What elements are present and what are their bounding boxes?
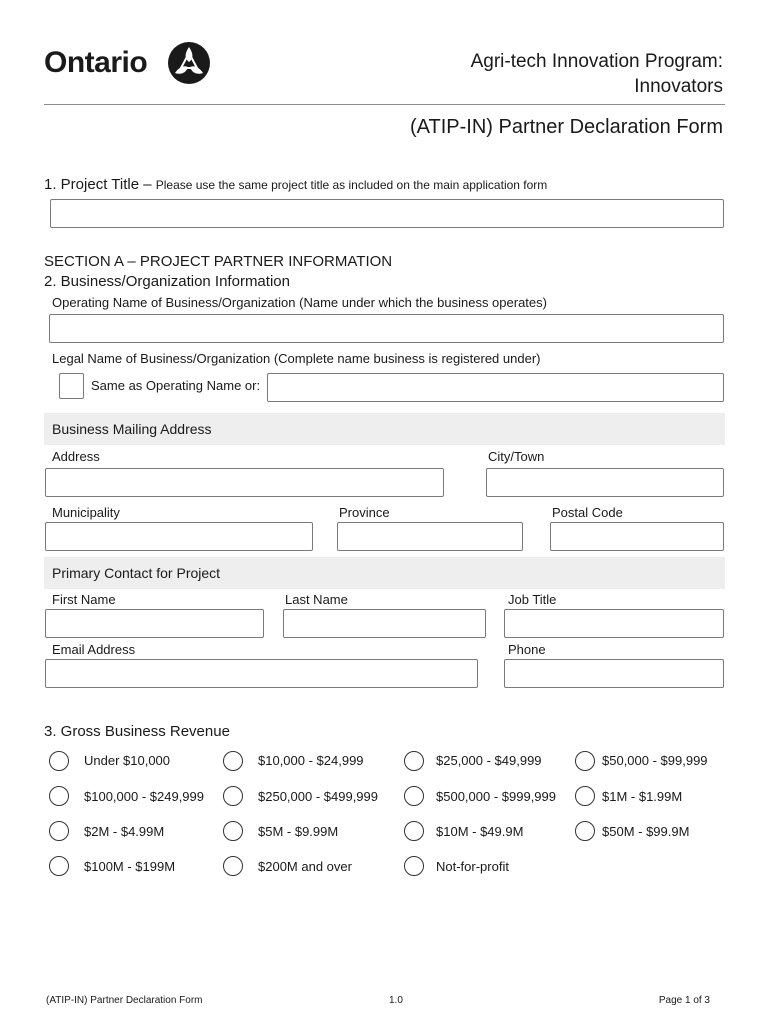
primary-contact-band	[44, 557, 725, 589]
province-label: Province	[339, 505, 390, 520]
revenue-radio-10m-50m[interactable]	[404, 821, 424, 841]
city-input[interactable]	[486, 468, 724, 497]
revenue-option-label: $50,000 - $99,999	[602, 753, 708, 768]
project-title-heading: 1. Project Title	[44, 176, 140, 193]
revenue-option-label: $10M - $49.9M	[436, 824, 524, 839]
operating-name-label: Operating Name of Business/Organization (Name under which the business operates)	[52, 295, 547, 310]
trillium-logo-icon	[166, 40, 212, 86]
revenue-radio-10k-25k[interactable]	[223, 751, 243, 771]
first-name-input[interactable]	[45, 609, 264, 638]
primary-contact-heading: Primary Contact for Project	[52, 565, 221, 581]
email-label: Email Address	[52, 642, 136, 657]
project-title-input[interactable]	[50, 199, 724, 228]
mailing-address-band	[44, 413, 725, 445]
revenue-radio-not-for-profit[interactable]	[404, 856, 424, 876]
revenue-option-label: $2M - $4.99M	[84, 824, 165, 839]
business-info-subheading: 2. Business/Organization Information	[44, 273, 290, 290]
revenue-option-label: $100M - $199M	[84, 859, 176, 874]
revenue-option-label: $200M and over	[258, 859, 352, 874]
revenue-radio-50k-100k[interactable]	[575, 751, 595, 771]
last-name-input[interactable]	[283, 609, 486, 638]
revenue-option-label: Under $10,000	[84, 753, 171, 768]
revenue-radio-500k-1m[interactable]	[404, 786, 424, 806]
legal-name-label: Legal Name of Business/Organization (Complete name business is registered under)	[52, 351, 541, 366]
revenue-option-label: $500,000 - $999,999	[436, 789, 556, 804]
footer-version: 1.0	[389, 995, 403, 1006]
operating-name-input[interactable]	[49, 314, 724, 343]
revenue-option-label: $5M - $9.99M	[258, 824, 339, 839]
mailing-address-heading: Business Mailing Address	[52, 421, 212, 437]
program-title-line2: Innovators	[634, 76, 723, 97]
phone-input[interactable]	[504, 659, 724, 688]
revenue-radio-25k-50k[interactable]	[404, 751, 424, 771]
address-input[interactable]	[45, 468, 444, 497]
revenue-radio-2m-5m[interactable]	[49, 821, 69, 841]
revenue-radio-200m-over[interactable]	[223, 856, 243, 876]
job-title-label: Job Title	[508, 592, 557, 607]
revenue-option-label: $1M - $1.99M	[602, 789, 683, 804]
legal-name-input[interactable]	[267, 373, 724, 402]
footer-page-number: Page 1 of 3	[658, 995, 710, 1006]
same-as-operating-label: Same as Operating Name or:	[91, 378, 261, 393]
footer-form-name: (ATIP-IN) Partner Declaration Form	[46, 995, 203, 1006]
project-title-label	[44, 176, 547, 193]
province-input[interactable]	[337, 522, 523, 551]
header-divider	[44, 104, 725, 105]
revenue-option-label: $250,000 - $499,999	[258, 789, 378, 804]
same-as-operating-checkbox[interactable]	[59, 373, 84, 399]
revenue-radio-under-10k[interactable]	[49, 751, 69, 771]
revenue-radio-100k-250k[interactable]	[49, 786, 69, 806]
form-title: (ATIP-IN) Partner Declaration Form	[409, 116, 723, 138]
revenue-radio-1m-2m[interactable]	[575, 786, 595, 806]
revenue-radio-100m-200m[interactable]	[49, 856, 69, 876]
postal-code-input[interactable]	[550, 522, 724, 551]
revenue-radio-250k-500k[interactable]	[223, 786, 243, 806]
revenue-option-label: $10,000 - $24,999	[258, 753, 364, 768]
project-title-note: Please use the same project title as included on the main application form	[155, 178, 548, 192]
city-label: City/Town	[488, 449, 545, 464]
address-label: Address	[52, 449, 100, 464]
revenue-option-label: $25,000 - $49,999	[436, 753, 542, 768]
first-name-label: First Name	[52, 592, 116, 607]
section-a-heading: SECTION A – PROJECT PARTNER INFORMATION	[44, 253, 393, 270]
municipality-label: Municipality	[52, 505, 120, 520]
ontario-logo-text: Ontario	[44, 46, 148, 79]
revenue-option-label: $50M - $99.9M	[602, 824, 690, 839]
postal-code-label: Postal Code	[552, 505, 623, 520]
revenue-radio-5m-10m[interactable]	[223, 821, 243, 841]
project-title-dash: –	[139, 176, 156, 193]
revenue-option-label: Not-for-profit	[436, 859, 509, 874]
revenue-radio-50m-100m[interactable]	[575, 821, 595, 841]
email-input[interactable]	[45, 659, 478, 688]
municipality-input[interactable]	[45, 522, 313, 551]
last-name-label: Last Name	[285, 592, 348, 607]
revenue-option-label: $100,000 - $249,999	[84, 789, 204, 804]
job-title-input[interactable]	[504, 609, 724, 638]
gross-revenue-heading: 3. Gross Business Revenue	[44, 723, 230, 740]
phone-label: Phone	[508, 642, 546, 657]
program-title-line1: Agri-tech Innovation Program:	[470, 51, 723, 72]
